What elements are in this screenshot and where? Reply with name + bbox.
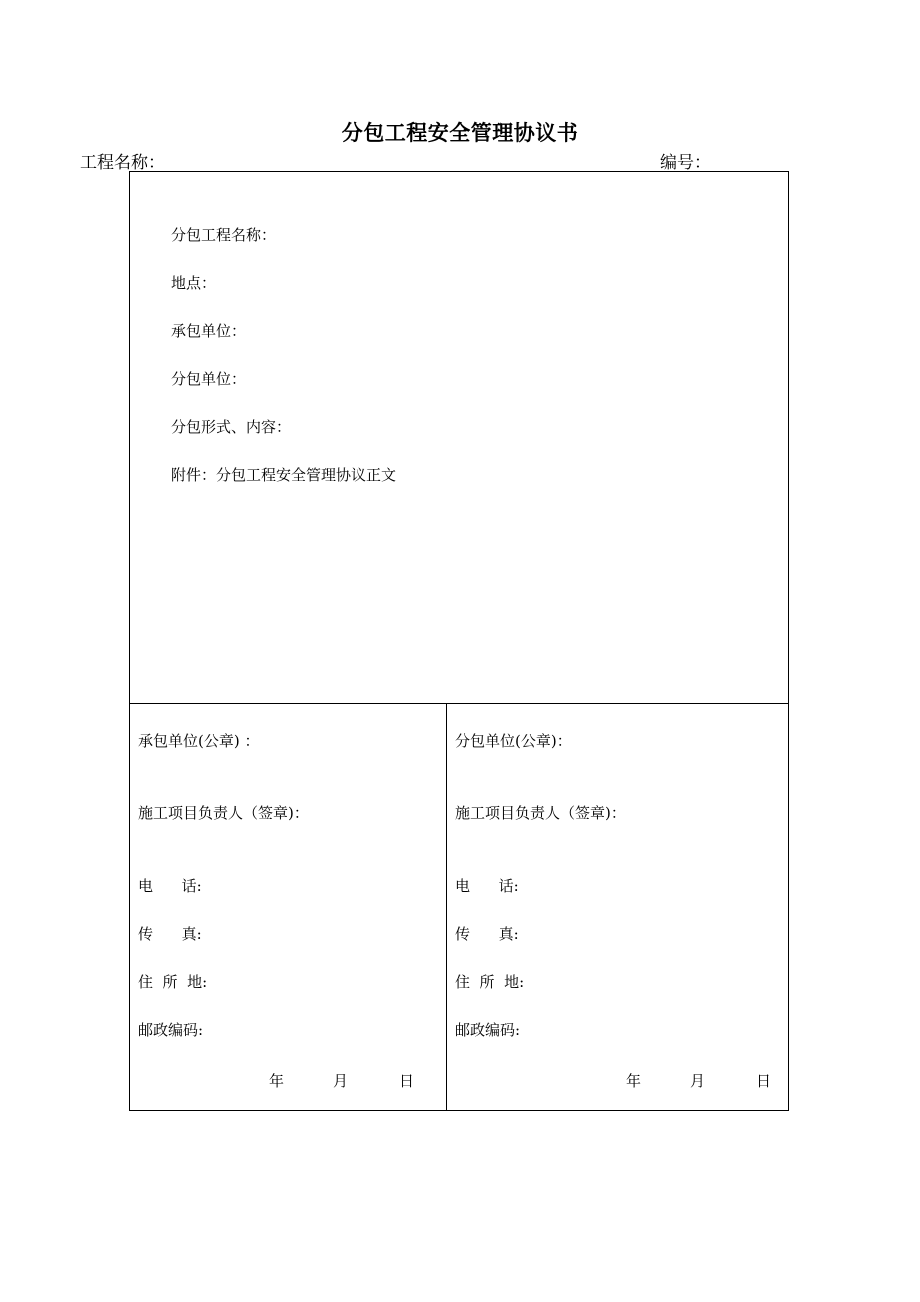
subcontractor-fax-label: 传 真: (455, 925, 519, 943)
subcontractor-unit-field: 分包单位： (171, 370, 247, 388)
subcontractor-phone-label: 电 话: (455, 877, 519, 895)
contractor-date-day: 日 (399, 1072, 415, 1090)
contractor-postcode-label: 邮政编码: (138, 1021, 204, 1039)
subcontractor-postcode-label: 邮政编码: (455, 1021, 521, 1039)
location-field: 地点： (171, 274, 217, 292)
contractor-phone-label: 电 话: (138, 877, 202, 895)
subcontract-project-name-field: 分包工程名称： (171, 226, 277, 244)
agreement-form (129, 171, 789, 1111)
subcontractor-address-label: 住 所 地: (455, 973, 525, 991)
number-label: 编号： (660, 153, 711, 173)
subcontractor-seal-label: 分包单位(公章)： (455, 732, 572, 750)
project-name-label: 工程名称： (80, 153, 165, 173)
subcontractor-manager-label: 施工项目负责人（签章)： (455, 804, 626, 822)
contractor-address-label: 住 所 地: (138, 973, 208, 991)
contractor-unit-field: 承包单位： (171, 322, 247, 340)
attachment-field: 附件：分包工程安全管理协议正文 (171, 466, 397, 484)
contractor-fax-label: 传 真: (138, 925, 202, 943)
subcontractor-date-month: 月 (690, 1072, 706, 1090)
contractor-manager-label: 施工项目负责人（签章)： (138, 804, 309, 822)
subcontractor-signature-column (447, 704, 788, 1110)
document-title: 分包工程安全管理协议书 (341, 121, 579, 145)
project-info-section (130, 172, 788, 704)
contractor-date-month: 月 (333, 1072, 349, 1090)
contractor-signature-column (130, 704, 447, 1110)
subcontractor-date-year: 年 (626, 1072, 642, 1090)
subcontract-form-content-field: 分包形式、内容： (171, 418, 292, 436)
contractor-date-year: 年 (269, 1072, 285, 1090)
subcontractor-date-day: 日 (756, 1072, 772, 1090)
contractor-seal-label: 承包单位(公章) ： (138, 732, 260, 750)
